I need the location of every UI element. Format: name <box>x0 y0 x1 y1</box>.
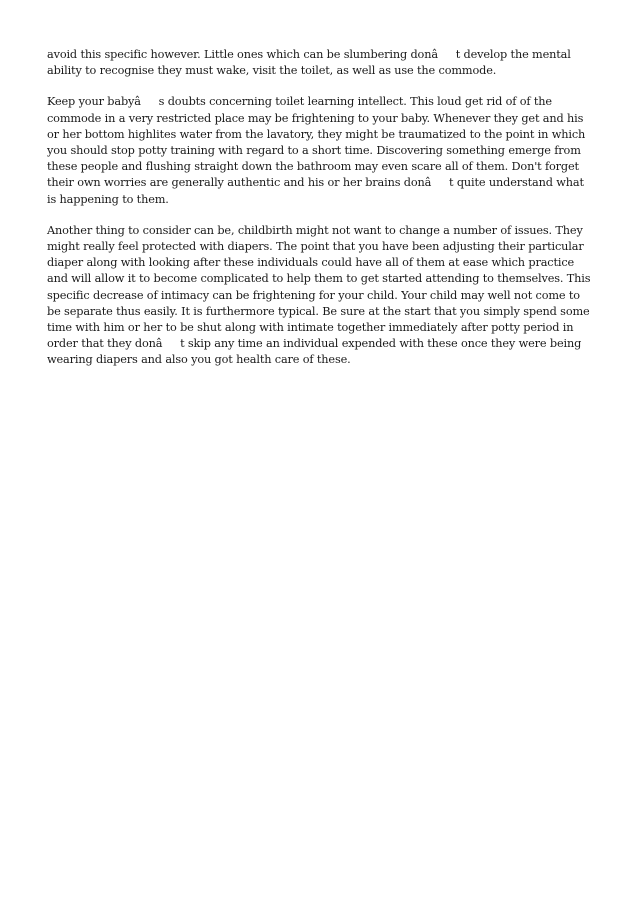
paragraph-2: Keep your babyâs doubts concerning toilet learning intellect. This loud get rid of of the commode in a very restricted place may be frightening to your baby. Whenever they get and his or her bottom highlites water from the lavatory, they might be traumatized to the point in which you should stop potty training with regard to a short time. Discovering something emerge from these people and flushing straight down the bathroom may even scare all of them. Don't forget their own worries are generally authentic and his or her brains donât quite understand what is happening to them. <box>47 95 586 206</box>
paragraph-1: avoid this specific however. Little ones which can be slumbering donât develop the mental ability to recognise they must wake, visit the toilet, as well as use the commode. <box>47 48 571 78</box>
paragraph-3: Another thing to consider can be, childbirth might not want to change a number of issues. They might really feel protected with diapers. The point that you have been adjusting their particular diaper along with looking after these individuals could have all of them at ease which practice and will allow it to become complicated to help them to get started attending to themselves. This specific decrease of intimacy can be frightening for your child. Your child may well not come to be separate thus easily. It is furthermore typical. Be sure at the start that you simply spend some time with him or her to be shut along with intimate together immediately after potty period in order that they donât skip any time an individual expended with these once they were being wearing diapers and also you got health care of these. <box>47 223 591 367</box>
document-body <box>47 47 595 384</box>
